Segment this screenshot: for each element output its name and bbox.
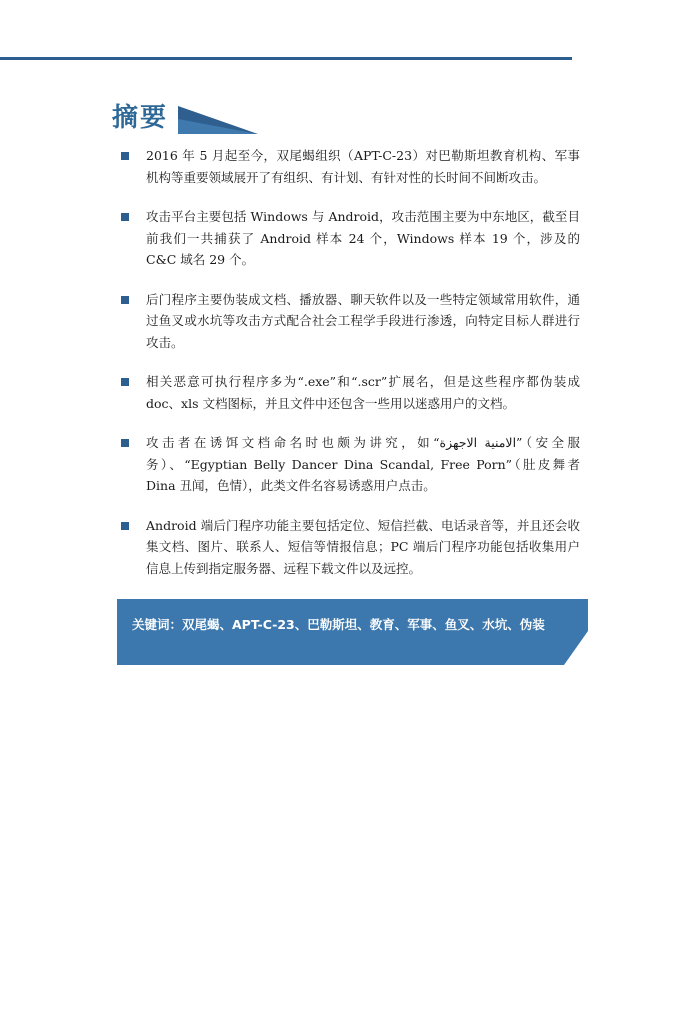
square-bullet-icon — [121, 152, 129, 160]
summary-item — [120, 145, 580, 188]
square-bullet-icon — [121, 296, 129, 304]
summary-item — [120, 515, 580, 580]
header-rule — [0, 57, 572, 60]
keywords-panel — [117, 599, 588, 665]
square-bullet-icon — [121, 213, 129, 221]
keywords-text: 关键词：双尾蝎、APT-C-23、巴勒斯坦、教育、军事、鱼叉、水坑、伪装 — [132, 617, 545, 632]
square-bullet-icon — [121, 378, 129, 386]
summary-item-text: 后门程序主要伪装成文档、播放器、聊天软件以及一些特定领域常用软件，通过鱼叉或水坑等攻击方式配合社会工程学手段进行渗透，向特定目标人群进行攻击。 — [146, 291, 580, 350]
summary-item — [120, 432, 580, 497]
summary-item-text: Android 端后门程序功能主要包括定位、短信拦截、电话录音等，并且还会收集文档、图片、联系人、短信等情报信息；PC 端后门程序功能包括收集用户信息上传到指定服务器、远程下载文件以及远控。 — [146, 517, 580, 576]
summary-item — [120, 206, 580, 271]
summary-item-text: 攻击平台主要包括 Windows 与 Android，攻击范围主要为中东地区，截至目前我们一共捕获了 Android 样本 24 个，Windows 样本 19 个，涉及的 C&C 域名 29 个。 — [146, 209, 580, 267]
summary-item — [120, 289, 580, 354]
square-bullet-icon — [121, 439, 129, 447]
summary-list — [120, 145, 580, 637]
summary-item-text: 相关恶意可执行程序多为“.exe”和“.scr”扩展名，但是这些程序都伪装成 doc、xls 文档图标，并且文件中还包含一些用以迷惑用户的文档。 — [146, 374, 580, 411]
summary-item — [120, 371, 580, 414]
heading-triangle-decoration — [178, 104, 260, 136]
square-bullet-icon — [121, 522, 129, 530]
summary-item-text: 攻击者在诱饵文档命名时也颇为讲究，如“الامنية الاجهزة”（安全服务）、“Egyptian Belly Dancer Dina Scandal, Free Porn”（肚皮舞者 Dina 丑闻，色情），此类文件名容易诱惑用户点击。 — [146, 435, 580, 493]
section-title: 摘要 — [112, 103, 169, 133]
summary-item-text: 2016 年 5 月起至今，双尾蝎组织（APT-C-23）对巴勒斯坦教育机构、军事机构等重要领域展开了有组织、有计划、有针对性的长时间不间断攻击。 — [146, 148, 580, 185]
